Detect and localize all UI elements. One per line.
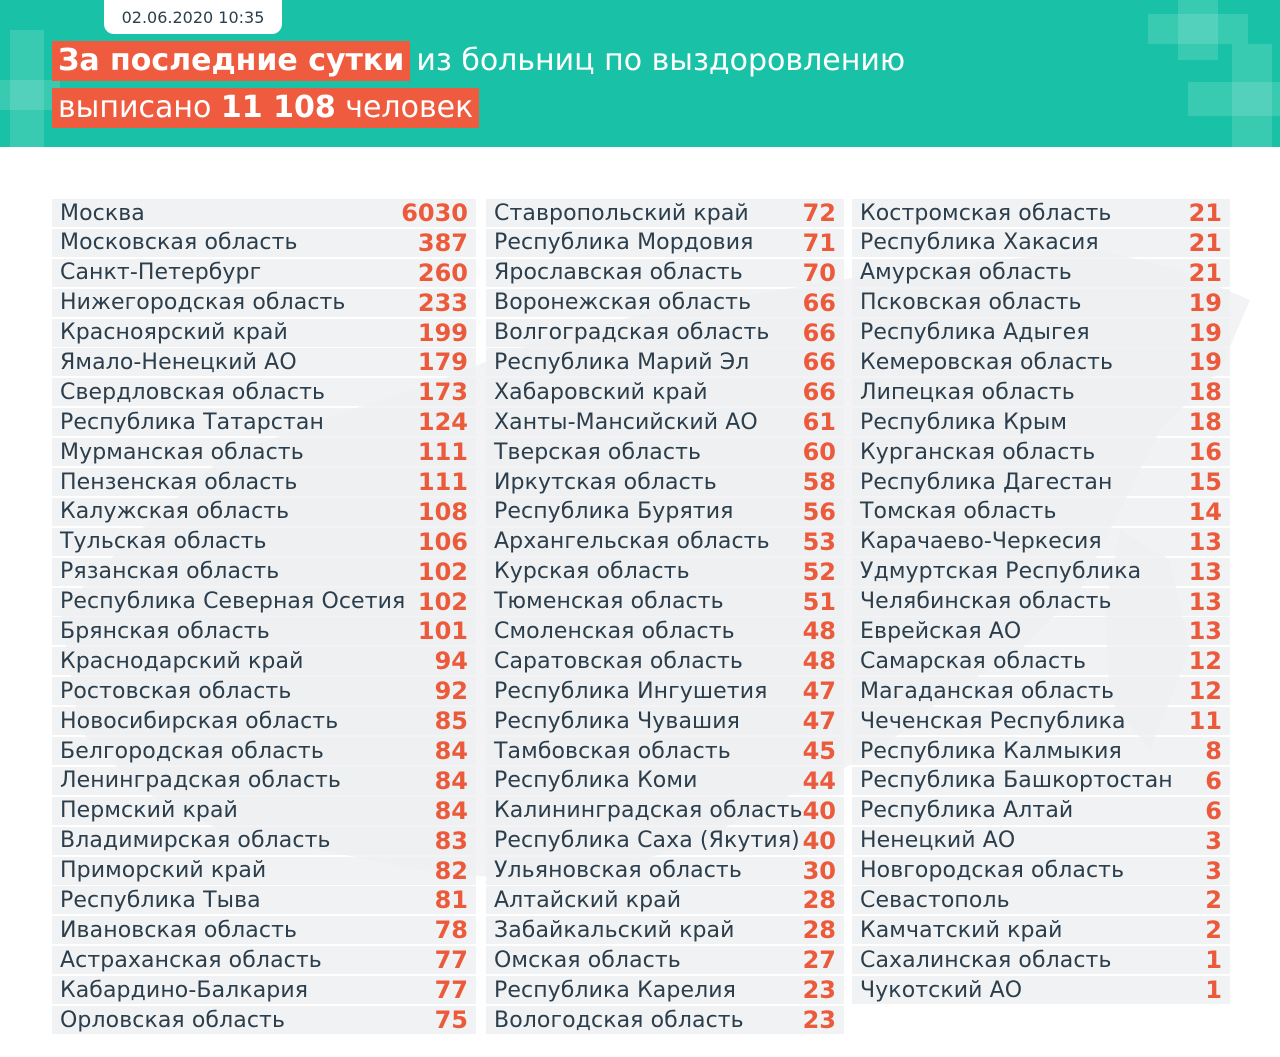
region-name: Карачаево-Черкесия (860, 529, 1102, 555)
discharged-count: 15 (1188, 468, 1222, 497)
region-name: Тульская область (60, 529, 267, 555)
discharged-count: 83 (434, 826, 468, 855)
region-name: Калининградская область (494, 798, 803, 824)
region-name: Чеченская Республика (860, 708, 1126, 734)
region-name: Магаданская область (860, 678, 1115, 704)
table-row (852, 199, 1230, 227)
discharged-count: 179 (417, 348, 468, 377)
discharged-count: 6 (1205, 796, 1222, 825)
region-name: Мурманская область (60, 439, 304, 465)
discharged-count: 75 (434, 1006, 468, 1035)
region-name: Сахалинская область (860, 947, 1112, 973)
region-name: Самарская область (860, 648, 1087, 674)
discharged-count: 28 (802, 916, 836, 945)
discharged-count: 78 (434, 916, 468, 945)
discharged-count: 1 (1205, 976, 1222, 1005)
region-name: Республика Ингушетия (494, 678, 768, 704)
discharged-count: 84 (434, 737, 468, 766)
table-row (852, 468, 1230, 496)
headline-line-2 (52, 88, 479, 128)
discharged-count: 81 (434, 886, 468, 915)
table-row (52, 707, 476, 735)
discharged-count: 102 (417, 557, 468, 586)
table-row (852, 558, 1230, 586)
table-row (52, 647, 476, 675)
table-row (52, 857, 476, 885)
table-row (52, 617, 476, 645)
table-row (486, 827, 844, 855)
discharged-count: 387 (417, 228, 468, 257)
region-name: Новгородская область (860, 858, 1125, 884)
region-name: Саратовская область (494, 648, 743, 674)
region-name: Курганская область (860, 439, 1096, 465)
region-name: Республика Хакасия (860, 230, 1099, 256)
discharged-count: 199 (417, 318, 468, 347)
table-row (486, 886, 844, 914)
table-row (52, 976, 476, 1004)
region-name: Республика Тыва (60, 887, 261, 913)
table-row (852, 647, 1230, 675)
table-row (852, 229, 1230, 257)
table-row (486, 259, 844, 287)
region-name: Челябинская область (860, 589, 1112, 615)
discharged-count: 233 (417, 288, 468, 317)
region-name: Республика Мордовия (494, 230, 754, 256)
table-row (486, 647, 844, 675)
table-row (52, 408, 476, 436)
table-row (486, 438, 844, 466)
discharged-count: 84 (434, 766, 468, 795)
table-row (852, 528, 1230, 556)
region-name: Иркутская область (494, 469, 717, 495)
discharged-count: 19 (1188, 318, 1222, 347)
region-name: Севастополь (860, 887, 1010, 913)
discharged-count: 2 (1205, 886, 1222, 915)
region-name: Краснодарский край (60, 648, 304, 674)
table-row (852, 588, 1230, 616)
discharged-count: 84 (434, 796, 468, 825)
table-row (486, 1006, 844, 1034)
discharged-count: 40 (802, 826, 836, 855)
table-row (52, 229, 476, 257)
table-row (852, 767, 1230, 795)
discharged-count: 71 (802, 228, 836, 257)
table-row (852, 707, 1230, 735)
region-name: Республика Марий Эл (494, 349, 750, 375)
discharged-count: 2 (1205, 916, 1222, 945)
region-name: Республика Крым (860, 409, 1068, 435)
discharged-count: 92 (434, 677, 468, 706)
region-name: Астраханская область (60, 947, 322, 973)
header-banner (0, 0, 1280, 147)
region-name: Еврейская АО (860, 618, 1022, 644)
region-name: Пермский край (60, 798, 238, 824)
discharged-count: 45 (802, 737, 836, 766)
region-name: Свердловская область (60, 379, 326, 405)
discharged-count: 23 (802, 1006, 836, 1035)
region-name: Костромская область (860, 200, 1112, 226)
discharged-count: 16 (1188, 438, 1222, 467)
table-row (486, 199, 844, 227)
discharged-count: 27 (802, 946, 836, 975)
region-name: Республика Дагестан (860, 469, 1113, 495)
discharged-count: 111 (417, 468, 468, 497)
table-row (852, 289, 1230, 317)
discharged-count: 21 (1188, 199, 1222, 227)
table-row (486, 498, 844, 526)
discharged-count: 111 (417, 438, 468, 467)
region-name: Ивановская область (60, 917, 298, 943)
region-name: Вологодская область (494, 1007, 744, 1033)
region-name: Омская область (494, 947, 681, 973)
table-row (52, 886, 476, 914)
region-name: Калужская область (60, 499, 290, 525)
discharged-count: 47 (802, 677, 836, 706)
region-name: Пензенская область (60, 469, 298, 495)
table-row (52, 498, 476, 526)
table-row (486, 737, 844, 765)
table-row (52, 677, 476, 705)
table-row (852, 737, 1230, 765)
table-row (486, 408, 844, 436)
region-name: Забайкальский край (494, 917, 735, 943)
table-row (852, 946, 1230, 974)
region-name: Новосибирская область (60, 708, 339, 734)
discharged-count: 21 (1188, 228, 1222, 257)
table-row (52, 737, 476, 765)
region-name: Республика Карелия (494, 977, 736, 1003)
discharged-count: 58 (802, 468, 836, 497)
region-name: Волгоградская область (494, 320, 770, 346)
region-name: Республика Алтай (860, 798, 1074, 824)
table-row (852, 857, 1230, 885)
regions-column-3 (852, 199, 1230, 1006)
discharged-count: 44 (802, 766, 836, 795)
region-name: Республика Коми (494, 768, 698, 794)
table-row (852, 677, 1230, 705)
discharged-count: 13 (1188, 617, 1222, 646)
discharged-count: 94 (434, 647, 468, 676)
table-row (52, 348, 476, 376)
date-badge: 02.06.2020 10:35 (104, 0, 282, 34)
region-name: Республика Северная Осетия (60, 589, 406, 615)
discharged-count: 18 (1188, 408, 1222, 437)
table-row (52, 289, 476, 317)
table-row (52, 468, 476, 496)
region-name: Приморский край (60, 858, 267, 884)
region-name: Ненецкий АО (860, 828, 1016, 854)
discharged-count: 21 (1188, 258, 1222, 287)
table-row (852, 976, 1230, 1004)
discharged-count: 56 (802, 497, 836, 526)
table-row (852, 319, 1230, 347)
table-row (52, 199, 476, 227)
table-row (486, 528, 844, 556)
region-name: Смоленская область (494, 618, 735, 644)
region-name: Кемеровская область (860, 349, 1114, 375)
table-row (486, 558, 844, 586)
region-name: Ленинградская область (60, 768, 341, 794)
region-name: Чукотский АО (860, 977, 1023, 1003)
discharged-count: 14 (1188, 497, 1222, 526)
table-row (52, 827, 476, 855)
region-name: Владимирская область (60, 828, 331, 854)
discharged-count: 72 (802, 199, 836, 227)
headline-rest: из больниц по выздоровлению (416, 43, 906, 78)
table-row (852, 438, 1230, 466)
table-row (852, 797, 1230, 825)
region-name: Хабаровский край (494, 379, 708, 405)
discharged-count: 77 (434, 946, 468, 975)
table-row (852, 259, 1230, 287)
region-name: Псковская область (860, 290, 1082, 316)
plus-decoration (1148, 14, 1248, 44)
region-name: Ростовская область (60, 678, 292, 704)
discharged-count: 13 (1188, 587, 1222, 616)
discharged-count: 28 (802, 886, 836, 915)
discharged-count: 66 (802, 348, 836, 377)
table-row (52, 438, 476, 466)
discharged-count: 13 (1188, 527, 1222, 556)
region-name: Республика Башкортостан (860, 768, 1173, 794)
region-name: Нижегородская область (60, 290, 346, 316)
table-row (486, 677, 844, 705)
region-name: Тамбовская область (494, 738, 731, 764)
table-row (52, 916, 476, 944)
region-name: Томская область (860, 499, 1057, 525)
discharged-count: 23 (802, 976, 836, 1005)
discharged-count: 53 (802, 527, 836, 556)
region-name: Брянская область (60, 618, 270, 644)
region-name: Рязанская область (60, 559, 280, 585)
table-row (52, 259, 476, 287)
discharged-count: 85 (434, 707, 468, 736)
region-name: Орловская область (60, 1007, 286, 1033)
headline-number: 11 108 (220, 90, 336, 125)
region-name: Ярославская область (494, 260, 743, 286)
table-row (852, 408, 1230, 436)
table-row (486, 617, 844, 645)
table-row (52, 528, 476, 556)
discharged-count: 48 (802, 617, 836, 646)
discharged-count: 66 (802, 288, 836, 317)
plus-decoration (1188, 82, 1280, 116)
region-name: Удмуртская Республика (860, 559, 1142, 585)
table-row (486, 707, 844, 735)
region-name: Кабардино-Балкария (60, 977, 309, 1003)
table-row (52, 558, 476, 586)
table-row (852, 348, 1230, 376)
table-row (486, 378, 844, 406)
table-row (852, 827, 1230, 855)
region-name: Ульяновская область (494, 858, 742, 884)
discharged-count: 82 (434, 856, 468, 885)
region-name: Красноярский край (60, 320, 288, 346)
headline-total (52, 88, 479, 128)
discharged-count: 52 (802, 557, 836, 586)
table-row (52, 946, 476, 974)
table-row (486, 797, 844, 825)
table-row (52, 588, 476, 616)
region-name: Республика Адыгея (860, 320, 1090, 346)
region-name: Алтайский край (494, 887, 682, 913)
region-name: Республика Бурятия (494, 499, 734, 525)
table-row (52, 1006, 476, 1034)
table-row (486, 976, 844, 1004)
table-row (486, 857, 844, 885)
discharged-count: 13 (1188, 557, 1222, 586)
region-name: Липецкая область (860, 379, 1075, 405)
region-name: Камчатский край (860, 917, 1063, 943)
discharged-count: 66 (802, 318, 836, 347)
region-name: Москва (60, 200, 145, 226)
discharged-count: 6 (1205, 766, 1222, 795)
discharged-count: 3 (1205, 826, 1222, 855)
region-name: Республика Татарстан (60, 409, 324, 435)
region-name: Амурская область (860, 260, 1072, 286)
table-row (486, 289, 844, 317)
discharged-count: 30 (802, 856, 836, 885)
table-row (852, 916, 1230, 944)
headline-prefix: выписано (58, 90, 212, 125)
table-row (52, 319, 476, 347)
discharged-count: 61 (802, 408, 836, 437)
discharged-count: 108 (417, 497, 468, 526)
discharged-count: 102 (417, 587, 468, 616)
table-row (852, 498, 1230, 526)
region-name: Воронежская область (494, 290, 752, 316)
table-row (486, 588, 844, 616)
region-name: Белгородская область (60, 738, 324, 764)
table-row (52, 378, 476, 406)
plus-decoration (0, 80, 60, 110)
table-row (52, 767, 476, 795)
table-row (486, 348, 844, 376)
table-row (852, 617, 1230, 645)
discharged-count: 77 (434, 976, 468, 1005)
discharged-count: 124 (417, 408, 468, 437)
region-name: Курская область (494, 559, 690, 585)
discharged-count: 101 (417, 617, 468, 646)
discharged-count: 8 (1205, 737, 1222, 766)
table-row (52, 797, 476, 825)
discharged-count: 48 (802, 647, 836, 676)
discharged-count: 106 (417, 527, 468, 556)
discharged-count: 18 (1188, 378, 1222, 407)
region-name: Тюменская область (494, 589, 724, 615)
table-row (486, 916, 844, 944)
discharged-count: 40 (802, 796, 836, 825)
table-row (486, 767, 844, 795)
discharged-count: 12 (1188, 677, 1222, 706)
table-row (486, 468, 844, 496)
table-row (486, 229, 844, 257)
region-name: Санкт-Петербург (60, 260, 262, 286)
discharged-count: 260 (417, 258, 468, 287)
discharged-count: 51 (802, 587, 836, 616)
region-name: Ставропольский край (494, 200, 749, 226)
region-name: Тверская область (494, 439, 702, 465)
discharged-count: 19 (1188, 288, 1222, 317)
table-row (486, 319, 844, 347)
region-name: Ханты-Мансийский АО (494, 409, 758, 435)
region-name: Московская область (60, 230, 298, 256)
discharged-count: 12 (1188, 647, 1222, 676)
discharged-count: 11 (1188, 707, 1222, 736)
region-name: Республика Калмыкия (860, 738, 1122, 764)
headline-line-1 (52, 41, 905, 81)
discharged-count: 60 (802, 438, 836, 467)
discharged-count: 3 (1205, 856, 1222, 885)
region-name: Архангельская область (494, 529, 770, 555)
headline-highlight: За последние сутки (52, 41, 410, 81)
discharged-count: 6030 (401, 199, 468, 227)
table-row (852, 886, 1230, 914)
regions-column-2 (486, 199, 844, 1036)
discharged-count: 173 (417, 378, 468, 407)
discharged-count: 70 (802, 258, 836, 287)
region-name: Ямало-Ненецкий АО (60, 349, 297, 375)
discharged-count: 19 (1188, 348, 1222, 377)
table-row (852, 378, 1230, 406)
region-name: Республика Саха (Якутия) (494, 828, 800, 854)
discharged-count: 1 (1205, 946, 1222, 975)
discharged-count: 66 (802, 378, 836, 407)
regions-column-1 (52, 199, 476, 1036)
table-row (486, 946, 844, 974)
headline-suffix: человек (345, 90, 474, 125)
discharged-count: 47 (802, 707, 836, 736)
region-name: Республика Чувашия (494, 708, 741, 734)
